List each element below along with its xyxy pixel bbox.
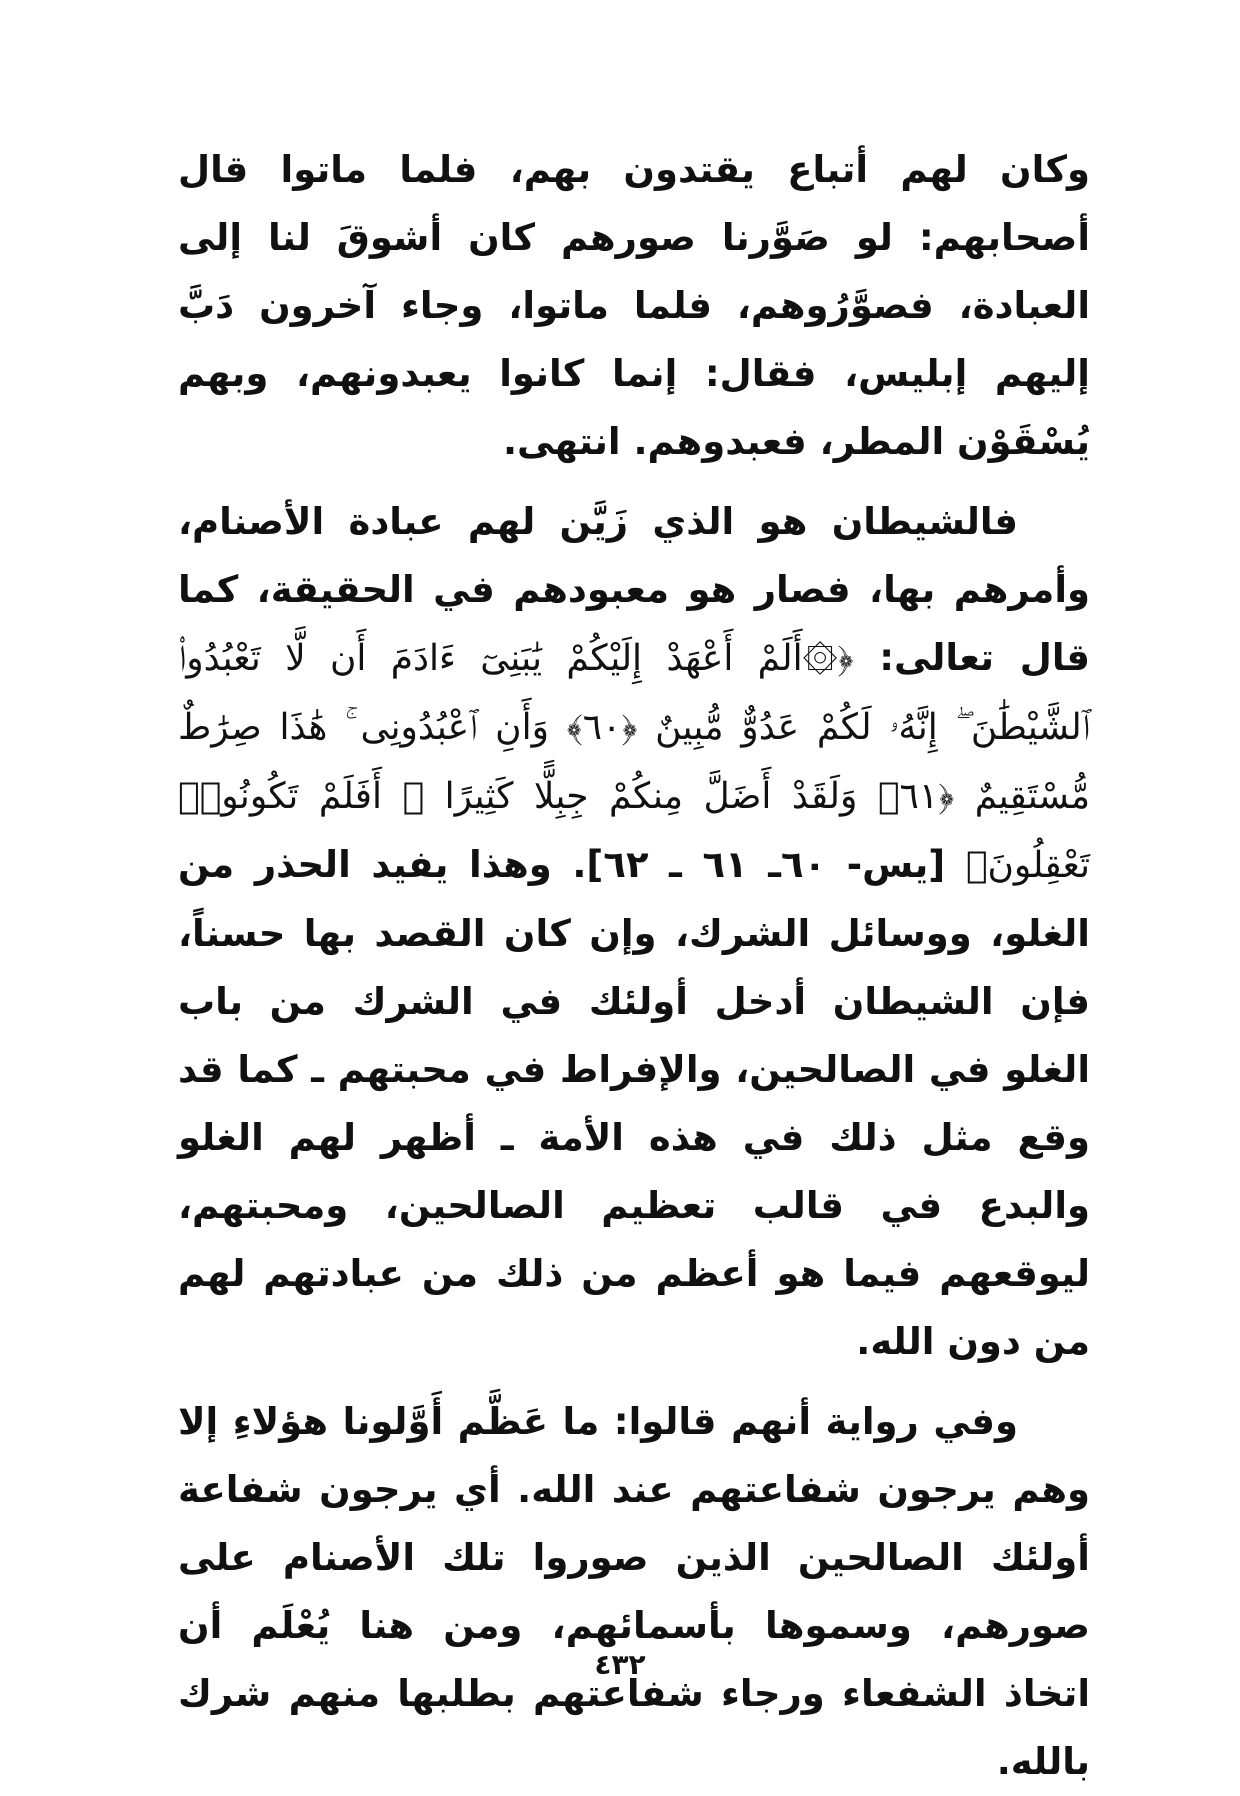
page-number: ٤٣٢: [594, 1648, 646, 1681]
paragraph-1: وكان لهم أتباع يقتدون بهم، فلما ماتوا قال أصحابهم: لو صَوَّرنا صورهم كان أشوقَ لنا إلى العبادة، فصوَّرُوهم، فلما ماتوا، وجاء آخرون دَبَّ إليهم إبليس، فقال: إنما كانوا يعبدونهم، وبهم يُسْقَوْن المطر، فعبدوهم. انتهى.: [178, 148, 1090, 463]
page-body: [178, 136, 1090, 1796]
paragraph-2-intro: فالشيطان هو الذي زَيَّن لهم عبادة الأصنام، وأمرهم بها، فصار هو معبودهم في الحقيقة، كما قال تعالى:: [178, 500, 1091, 679]
quran-verse: ﴿۞أَلَمْ أَعْهَدْ إِلَيْكُمْ يَٰبَنِىٓ ءَادَمَ أَن لَّا تَعْبُدُوا۟ ٱلشَّيْطَٰنَ ۖ إِنَّهُۥ لَكُمْ عَدُوٌّ مُّبِينٌ ﴿٦٠﴾ وَأَنِ ٱعْبُدُونِى ۚ هَٰذَا صِرَٰطٌ مُّسْتَقِيمٌ ﴿٦١﴾ وَلَقَدْ أَضَلَّ مِنكُمْ جِبِلًّا كَثِيرًا ۖ أَفَلَمْ تَكُونُوا۟ تَعْقِلُونَ﴾: [178, 638, 1091, 886]
paragraph-2: [178, 488, 1090, 1376]
paragraph-3: وفي رواية أنهم قالوا: ما عَظَّم أَوَّلونا هؤلاءِ إلا وهم يرجون شفاعتهم عند الله. أي يرجون شفاعة أولئك الصالحين الذين صوروا تلك الأصنام على صورهم، وسموها بأسمائهم، ومن هنا يُعْلَم أن اتخاذ الشفعاء ورجاء شفاعتهم بطلبها منهم شرك بالله.: [178, 1400, 1090, 1783]
paragraph-2-commentary: [يس- ٦٠ـ ٦١ ـ ٦٢]. وهذا يفيد الحذر من الغلو، ووسائل الشرك، وإن كان القصد بها حسناً، فإن الشيطان أدخل أولئك في الشرك من باب الغلو في الصالحين، والإفراط في محبتهم ـ كما قد وقع مثل ذلك في هذه الأمة ـ أظهر لهم الغلو والبدع في قالب تعظيم الصالحين، ومحبتهم، ليوقعهم فيما هو أعظم من ذلك من عبادتهم لهم من دون الله.: [178, 843, 1090, 1363]
